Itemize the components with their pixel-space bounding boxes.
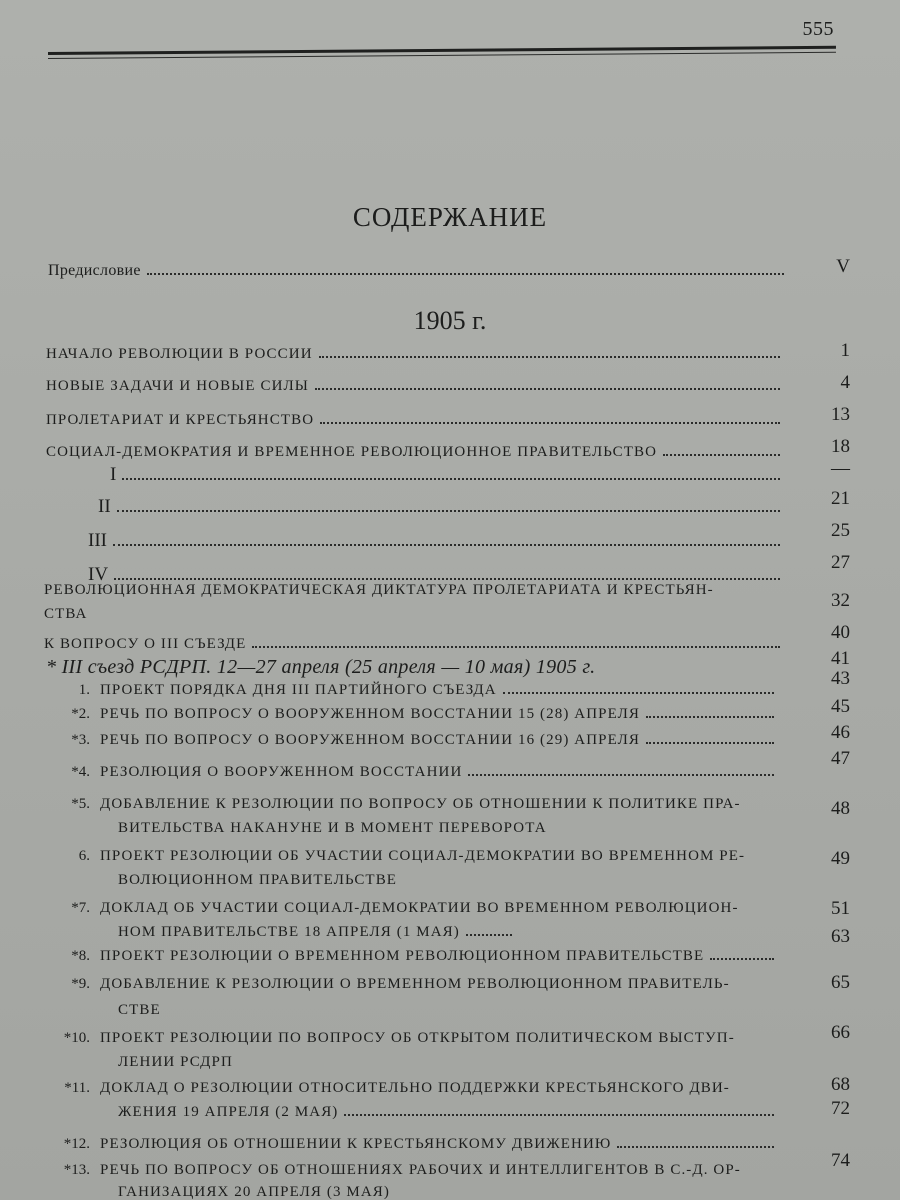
entry-label: РЕВОЛЮЦИОННАЯ ДЕМОКРАТИЧЕСКАЯ ДИКТАТУРА ПРОЛЕТАРИАТА И КРЕСТЬЯН-	[44, 582, 714, 598]
entry-label: Предисловие	[48, 262, 141, 279]
entry-page: 43	[831, 668, 850, 689]
entry-label-continued: НОМ ПРАВИТЕЛЬСТВЕ 18 АПРЕЛЯ (1 МАЯ)	[118, 924, 460, 940]
leader-dots	[252, 646, 780, 648]
entry-label-continued: СТВЕ	[118, 1002, 161, 1018]
entry-label: ДОКЛАД ОБ УЧАСТИИ СОЦИАЛ-ДЕМОКРАТИИ ВО ВРЕМЕННОМ РЕВОЛЮЦИОН-	[100, 900, 739, 916]
leader-dots	[320, 422, 780, 424]
toc-entry	[56, 948, 780, 965]
entry-label: РЕЧЬ ПО ВОПРОСУ О ВООРУЖЕННОМ ВОССТАНИИ 15 (28) АПРЕЛЯ	[100, 706, 641, 722]
leader-dots	[315, 388, 780, 390]
leader-dots	[122, 478, 780, 480]
toc-entry-continued	[118, 924, 518, 941]
entry-label-continued: ЖЕНИЯ 19 АПРЕЛЯ (2 МАЯ)	[118, 1104, 339, 1120]
toc-entry	[56, 764, 780, 781]
leader-dots	[466, 934, 512, 936]
toc-entry-section	[88, 530, 786, 552]
entry-label-continued: СТВА	[44, 606, 88, 622]
toc-entry	[46, 444, 786, 461]
entry-number: *11.	[64, 1080, 90, 1096]
entry-number-and-label	[56, 1162, 741, 1179]
leader-dots	[617, 1146, 774, 1148]
entry-page: 46	[831, 722, 850, 743]
entry-page: 1	[840, 340, 850, 361]
entry-page: 13	[831, 404, 850, 425]
entry-label: * III съезд РСДРП. 12—27 апреля (25 апреля — 10 мая) 1905 г.	[46, 656, 596, 678]
entry-page: 51	[831, 898, 850, 919]
entry-label: ПРОЕКТ ПОРЯДКА ДНЯ III ПАРТИЙНОГО СЪЕЗДА	[100, 682, 497, 698]
leader-dots	[710, 958, 774, 960]
entry-label: IV	[88, 564, 109, 585]
leader-dots	[646, 716, 774, 718]
entry-page: 47	[831, 748, 850, 769]
toc-entry	[56, 732, 780, 749]
entry-label: РЕЧЬ ПО ВОПРОСУ О ВООРУЖЕННОМ ВОССТАНИИ 16 (29) АПРЕЛЯ	[100, 732, 641, 748]
toc-title: СОДЕРЖАНИЕ	[352, 202, 548, 232]
entry-page: 68	[831, 1074, 850, 1095]
entry-page: 63	[831, 926, 850, 947]
entry-number-and-label	[56, 848, 745, 865]
toc-entry-section	[98, 496, 786, 518]
entry-label: ПРОЕКТ РЕЗОЛЮЦИИ ПО ВОПРОСУ ОБ ОТКРЫТОМ ПОЛИТИЧЕСКОМ ВЫСТУП-	[100, 1030, 735, 1046]
entry-page: 48	[831, 798, 850, 819]
entry-number: 6.	[78, 848, 90, 864]
page-number: 555	[802, 18, 834, 40]
entry-number-and-label	[56, 976, 730, 993]
entry-number: *7.	[71, 900, 90, 916]
entry-label-continued: ЛЕНИИ РСДРП	[118, 1054, 233, 1070]
entry-label: ДОКЛАД О РЕЗОЛЮЦИИ ОТНОСИТЕЛЬНО ПОДДЕРЖКИ КРЕСТЬЯНСКОГО ДВИ-	[100, 1080, 730, 1096]
entry-label-continued: ГАНИЗАЦИЯХ 20 АПРЕЛЯ (3 МАЯ)	[118, 1184, 391, 1200]
entry-label: РЕЧЬ ПО ВОПРОСУ ОБ ОТНОШЕНИЯХ РАБОЧИХ И ИНТЕЛЛИГЕНТОВ В С.-Д. ОР-	[100, 1162, 741, 1178]
entry-page: 4	[840, 372, 850, 393]
entry-label: II	[98, 496, 111, 517]
toc-entry	[56, 1136, 780, 1153]
entry-number: *10.	[63, 1030, 90, 1046]
entry-page: —	[831, 458, 850, 479]
leader-dots	[114, 578, 780, 580]
entry-label: НОВЫЕ ЗАДАЧИ И НОВЫЕ СИЛЫ	[46, 378, 309, 394]
entry-page: 21	[831, 488, 850, 509]
leader-dots	[319, 356, 780, 358]
entry-page: 27	[831, 552, 850, 573]
entry-label: III	[88, 530, 107, 551]
entry-page: 72	[831, 1098, 850, 1119]
entry-label: НАЧАЛО РЕВОЛЮЦИИ В РОССИИ	[46, 346, 313, 362]
entry-page: 25	[831, 520, 850, 541]
entry-label: СОЦИАЛ-ДЕМОКРАТИЯ И ВРЕМЕННОЕ РЕВОЛЮЦИОННОЕ ПРАВИТЕЛЬСТВО	[46, 444, 658, 460]
entry-page: 49	[831, 848, 850, 869]
entry-label: ПРОЕКТ РЕЗОЛЮЦИИ О ВРЕМЕННОМ РЕВОЛЮЦИОННОМ ПРАВИТЕЛЬСТВЕ	[100, 948, 705, 964]
entry-label: ДОБАВЛЕНИЕ К РЕЗОЛЮЦИИ ПО ВОПРОСУ ОБ ОТНОШЕНИИ К ПОЛИТИКЕ ПРА-	[100, 796, 741, 812]
entry-label: ПРОЕКТ РЕЗОЛЮЦИИ ОБ УЧАСТИИ СОЦИАЛ-ДЕМОКРАТИИ ВО ВРЕМЕННОМ РЕ-	[100, 848, 746, 864]
entry-number-and-label	[56, 1030, 735, 1047]
entry-label: ПРОЛЕТАРИАТ И КРЕСТЬЯНСТВО	[46, 412, 315, 428]
leader-dots	[503, 692, 774, 694]
leader-dots	[344, 1114, 774, 1116]
entry-page: 45	[831, 696, 850, 717]
entry-page: 65	[831, 972, 850, 993]
entry-page: 74	[831, 1150, 850, 1171]
year-heading: 1905 г.	[413, 306, 487, 335]
entry-number: *3.	[71, 732, 90, 748]
entry-label: I	[110, 464, 117, 485]
entry-label-continued: ВИТЕЛЬСТВА НАКАНУНЕ И В МОМЕНТ ПЕРЕВОРОТА	[118, 820, 547, 836]
toc-entry-section	[110, 464, 786, 486]
entry-label: ДОБАВЛЕНИЕ К РЕЗОЛЮЦИИ О ВРЕМЕННОМ РЕВОЛЮЦИОННОМ ПРАВИТЕЛЬ-	[100, 976, 730, 992]
entry-number: *5.	[71, 796, 90, 812]
leader-dots	[113, 544, 780, 546]
entry-label: РЕЗОЛЮЦИЯ ОБ ОТНОШЕНИИ К КРЕСТЬЯНСКОМУ ДВИЖЕНИЮ	[100, 1136, 612, 1152]
leader-dots	[117, 510, 780, 512]
entry-page: 32	[831, 590, 850, 611]
entry-number: 1.	[78, 682, 90, 698]
entry-page: 18	[831, 436, 850, 457]
toc-entry	[56, 706, 780, 723]
entry-number: *9.	[71, 976, 90, 992]
toc-entry	[44, 636, 786, 653]
entry-number: *13.	[63, 1162, 90, 1178]
entry-number-and-label	[56, 796, 741, 813]
leader-dots	[646, 742, 774, 744]
leader-dots	[147, 273, 784, 275]
entry-number-and-label	[56, 900, 739, 917]
entry-number: *2.	[71, 706, 90, 722]
toc-entry-continued	[118, 1104, 780, 1121]
entry-number-and-label	[56, 1080, 730, 1097]
entry-label: К ВОПРОСУ О III СЪЕЗДЕ	[44, 636, 247, 652]
leader-dots	[663, 454, 780, 456]
entry-label: РЕЗОЛЮЦИЯ О ВООРУЖЕННОМ ВОССТАНИИ	[100, 764, 463, 780]
leader-dots	[468, 774, 774, 776]
entry-page: 41	[831, 648, 850, 669]
entry-number: *4.	[71, 764, 90, 780]
toc-entry	[46, 346, 786, 363]
entry-page: 66	[831, 1022, 850, 1043]
toc-entry-congress	[46, 656, 786, 679]
toc-entry-preface	[48, 262, 790, 280]
entry-label-continued: ВОЛЮЦИОННОМ ПРАВИТЕЛЬСТВЕ	[118, 872, 398, 888]
entry-number: *12.	[63, 1136, 90, 1152]
toc-entry	[56, 682, 780, 699]
entry-page: V	[836, 256, 850, 277]
entry-page: 40	[831, 622, 850, 643]
toc-entry	[46, 378, 786, 395]
entry-number: *8.	[71, 948, 90, 964]
toc-entry	[46, 412, 786, 429]
